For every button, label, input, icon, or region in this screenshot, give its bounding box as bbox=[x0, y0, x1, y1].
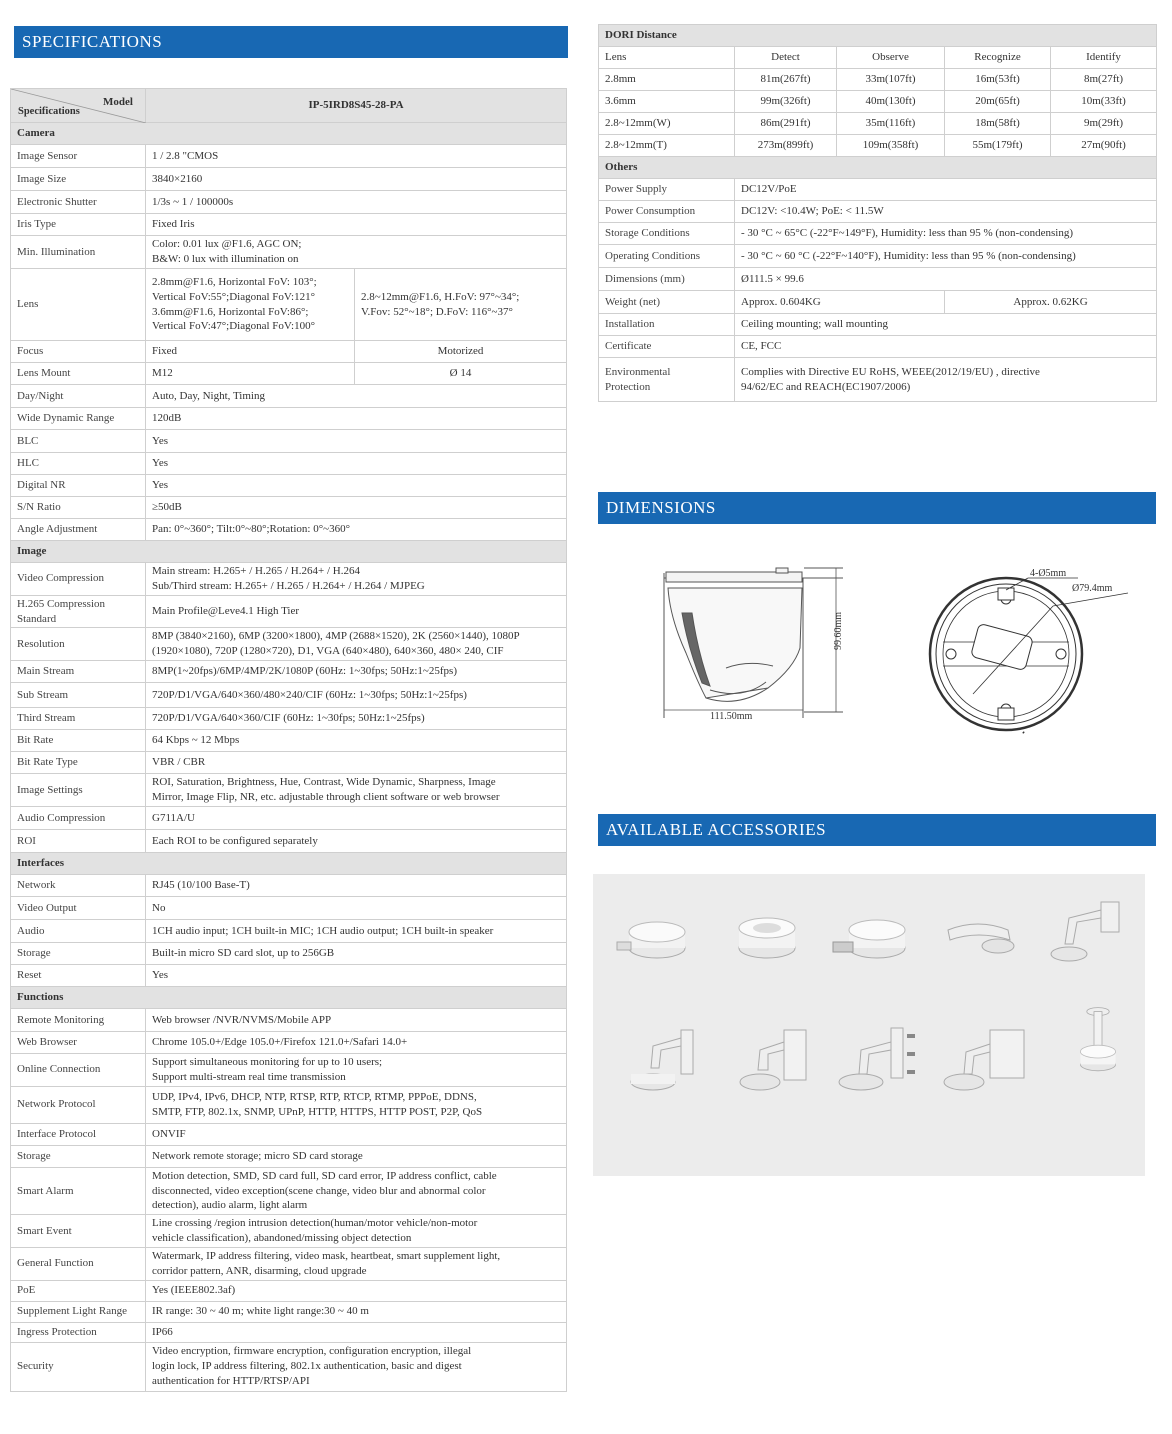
spec-row bbox=[11, 1145, 567, 1167]
dimensions-banner: DIMENSIONS bbox=[598, 492, 1156, 524]
spec-row bbox=[11, 214, 567, 236]
lens-fixed-value-line: 3.6mm@F1.6, Horizontal FoV:86°; bbox=[152, 305, 309, 318]
spec-row bbox=[11, 1054, 567, 1087]
spec-row bbox=[11, 1247, 567, 1280]
ceiling-bracket-icon bbox=[938, 900, 1028, 980]
spec-value: IR range: 30 ~ 40 m; white light range:30 ~ 40 m bbox=[146, 1301, 567, 1322]
spec-value bbox=[146, 1167, 567, 1215]
spec-row bbox=[11, 595, 567, 628]
spec-label: Image Sensor bbox=[11, 145, 146, 168]
certificate-label: Certificate bbox=[599, 336, 735, 358]
environmental-value-line1: Complies with Directive EU RoHS, WEEE(2012/19/EU) , directive bbox=[741, 365, 1040, 378]
junction-box-icon bbox=[831, 904, 921, 984]
specifications-table bbox=[10, 88, 567, 1392]
spec-label: Sub Stream bbox=[11, 683, 146, 708]
spec-value-line: B&W: 0 lux with illumination on bbox=[152, 253, 299, 265]
spec-value: 1CH audio input; 1CH built-in MIC; 1CH audio output; 1CH built-in speaker bbox=[146, 920, 567, 943]
spec-row bbox=[11, 519, 567, 541]
dori-cell: 20m(65ft) bbox=[945, 91, 1051, 113]
spec-value: Built-in micro SD card slot, up to 256GB bbox=[146, 943, 567, 965]
spec-row bbox=[11, 430, 567, 453]
installation-value: Ceiling mounting; wall mounting bbox=[735, 314, 1157, 336]
spec-value: 720P/D1/VGA/640×360/CIF (60Hz: 1~30fps; 50Hz:1~25fps) bbox=[146, 708, 567, 730]
image-section bbox=[11, 541, 567, 853]
camera-header-row bbox=[11, 123, 567, 145]
functions-section bbox=[11, 987, 567, 1392]
dori-row bbox=[599, 113, 1157, 135]
spec-value-line: UDP, IPv4, IPv6, DHCP, NTP, RTSP, RTP, RTCP, RTMP, PPPoE, DDNS, bbox=[152, 1090, 477, 1103]
dori-cell: 273m(899ft) bbox=[735, 135, 837, 157]
weight-label: Weight (net) bbox=[599, 291, 735, 314]
spec-row bbox=[11, 875, 567, 897]
spec-value-line: authentication for HTTP/RTSP/API bbox=[152, 1375, 310, 1388]
focus-fixed-value: Fixed bbox=[146, 341, 355, 363]
storage-conditions-label: Storage Conditions bbox=[599, 223, 735, 245]
spec-value bbox=[146, 774, 567, 807]
wall-bracket-icon bbox=[1043, 896, 1133, 976]
installation-label: Installation bbox=[599, 314, 735, 336]
holes-dimension-text: 4-Ø5mm bbox=[1030, 568, 1067, 579]
dori-cell: 35m(116ft) bbox=[837, 113, 945, 135]
spec-row bbox=[11, 965, 567, 987]
specifications-banner: SPECIFICATIONS bbox=[14, 26, 568, 58]
mount-motorized-value: Ø 14 bbox=[355, 363, 567, 385]
spec-label: Storage bbox=[11, 943, 146, 965]
spec-value bbox=[146, 1342, 567, 1391]
spec-row bbox=[11, 1280, 567, 1301]
dori-section bbox=[599, 25, 1157, 157]
pendant-mount-icon bbox=[1053, 1002, 1143, 1082]
lens-fixed-value-line: 2.8mm@F1.6, Horizontal FoV: 103°; bbox=[152, 275, 317, 288]
dori-column-header: Recognize bbox=[945, 47, 1051, 69]
spec-row bbox=[11, 1342, 567, 1391]
spec-value: Yes (IEEE802.3af) bbox=[146, 1280, 567, 1301]
spec-value: Yes bbox=[146, 965, 567, 987]
weight-value-motorized: Approx. 0.62KG bbox=[945, 291, 1157, 314]
spec-row bbox=[11, 385, 567, 408]
dori-cell: 2.8~12mm(T) bbox=[599, 135, 735, 157]
spec-value: Yes bbox=[146, 430, 567, 453]
spec-label: Video Compression bbox=[11, 563, 146, 596]
dimensions-label: Dimensions (mm) bbox=[599, 268, 735, 291]
dori-column-header: Detect bbox=[735, 47, 837, 69]
spec-value: Network remote storage; micro SD card storage bbox=[146, 1145, 567, 1167]
spec-row bbox=[11, 730, 567, 752]
spec-row bbox=[11, 145, 567, 168]
spec-value-line: ROI, Saturation, Brightness, Hue, Contrast, Wide Dynamic, Sharpness, Image bbox=[152, 776, 496, 789]
lens-motorized-value-line: 2.8~12mm@F1.6, H.FoV: 97°~34°; bbox=[361, 290, 520, 303]
spec-row bbox=[11, 475, 567, 497]
spec-label: Audio bbox=[11, 920, 146, 943]
spec-row bbox=[11, 1167, 567, 1215]
spec-value: 64 Kbps ~ 12 Mbps bbox=[146, 730, 567, 752]
spec-label: Remote Monitoring bbox=[11, 1009, 146, 1032]
dori-title: DORI Distance bbox=[599, 25, 1157, 47]
dimensions-value: Ø111.5 × 99.6 bbox=[735, 268, 1157, 291]
dori-header-row bbox=[599, 25, 1157, 47]
dori-column-header: Lens bbox=[599, 47, 735, 69]
dori-column-header: Identify bbox=[1051, 47, 1157, 69]
spec-value-line: vehicle classification), abandoned/missing object detection bbox=[152, 1232, 412, 1245]
spec-value-line: Main stream: H.265+ / H.265 / H.264+ / H.264 bbox=[152, 565, 360, 577]
operating-conditions-value: - 30 °C ~ 60 °C (-22°F~140°F), Humidity: less than 95 % (non-condensing) bbox=[735, 245, 1157, 268]
spec-row bbox=[11, 943, 567, 965]
spec-value bbox=[146, 1215, 567, 1248]
width-dimension-text: 111.50mm bbox=[710, 711, 753, 722]
spec-value-line: Support multi-stream real time transmission bbox=[152, 1070, 346, 1083]
side-view-drawing bbox=[664, 568, 843, 718]
spec-value-line: 8MP (3840×2160), 6MP (3200×1800), 4MP (2688×1520), 2K (2560×1440), 1080P bbox=[152, 630, 520, 643]
spec-label: Audio Compression bbox=[11, 807, 146, 830]
spec-label: Iris Type bbox=[11, 214, 146, 236]
spec-value: ONVIF bbox=[146, 1123, 567, 1145]
dori-cell: 3.6mm bbox=[599, 91, 735, 113]
dori-cell: 16m(53ft) bbox=[945, 69, 1051, 91]
storage-conditions-value: - 30 °C ~ 65°C (-22°F~149°F), Humidity: less than 95 % (non-condensing) bbox=[735, 223, 1157, 245]
spec-label: Video Output bbox=[11, 897, 146, 920]
spec-value: Web browser /NVR/NVMS/Mobile APP bbox=[146, 1009, 567, 1032]
interfaces-header-row bbox=[11, 853, 567, 875]
spec-label: S/N Ratio bbox=[11, 497, 146, 519]
spec-row bbox=[11, 752, 567, 774]
environmental-label bbox=[599, 358, 735, 402]
spec-row bbox=[11, 408, 567, 430]
spec-label: Smart Alarm bbox=[11, 1167, 146, 1215]
spec-label: Interface Protocol bbox=[11, 1123, 146, 1145]
interfaces-section bbox=[11, 853, 567, 987]
power-consumption-label: Power Consumption bbox=[599, 201, 735, 223]
spec-value-line: Mirror, Image Flip, NR, etc. adjustable through client software or web browser bbox=[152, 791, 500, 804]
spec-value: 8MP(1~20fps)/6MP/4MP/2K/1080P (60Hz: 1~30fps; 50Hz:1~25fps) bbox=[146, 661, 567, 683]
dori-row bbox=[599, 135, 1157, 157]
spec-label: Bit Rate Type bbox=[11, 752, 146, 774]
camera-title: Camera bbox=[11, 123, 567, 145]
spec-row bbox=[11, 920, 567, 943]
spec-value: 1 / 2.8 "CMOS bbox=[146, 145, 567, 168]
spec-label: Online Connection bbox=[11, 1054, 146, 1087]
spec-value: VBR / CBR bbox=[146, 752, 567, 774]
model-name: IP-5IRD8S45-28-PA bbox=[146, 89, 567, 123]
spec-value: RJ45 (10/100 Base-T) bbox=[146, 875, 567, 897]
top-view-drawing bbox=[930, 578, 1128, 733]
dori-column-headers bbox=[599, 47, 1157, 69]
certificate-value: CE, FCC bbox=[735, 336, 1157, 358]
functions-title: Functions bbox=[11, 987, 567, 1009]
dori-cell: 99m(326ft) bbox=[735, 91, 837, 113]
spec-header-row bbox=[11, 89, 567, 123]
lens-motorized-value bbox=[355, 269, 567, 341]
weight-value-fixed: Approx. 0.604KG bbox=[735, 291, 945, 314]
spec-label: Main Stream bbox=[11, 661, 146, 683]
functions-header-row bbox=[11, 987, 567, 1009]
spec-value: Pan: 0°~360°; Tilt:0°~80°;Rotation: 0°~360° bbox=[146, 519, 567, 541]
camera-dimension-drawing bbox=[598, 558, 1156, 748]
spec-value bbox=[146, 628, 567, 661]
dori-cell: 86m(291ft) bbox=[735, 113, 837, 135]
spec-label: ROI bbox=[11, 830, 146, 853]
pole-mount-bracket-icon bbox=[831, 1024, 921, 1104]
spec-value: IP66 bbox=[146, 1322, 567, 1342]
spec-value-line: Video encryption, firmware encryption, configuration encryption, illegal bbox=[152, 1345, 472, 1358]
model-label: Model bbox=[103, 96, 133, 108]
dori-others-table bbox=[598, 24, 1157, 402]
others-section bbox=[599, 157, 1157, 402]
spec-value bbox=[146, 236, 567, 269]
spec-value-line: corridor pattern, ANR, disarming, cloud upgrade bbox=[152, 1264, 367, 1277]
spec-value bbox=[146, 1086, 567, 1123]
spec-value-line: disconnected, video exception(scene change, video blur and abnormal color bbox=[152, 1184, 486, 1197]
spec-row bbox=[11, 897, 567, 920]
dori-column-header: Observe bbox=[837, 47, 945, 69]
wall-bracket-with-box-icon bbox=[623, 1024, 713, 1104]
power-consumption-value: DC12V: <10.4W; PoE: < 11.5W bbox=[735, 201, 1157, 223]
image-title: Image bbox=[11, 541, 567, 563]
dori-cell: 55m(179ft) bbox=[945, 135, 1051, 157]
spec-label: Image Size bbox=[11, 168, 146, 191]
spec-value-line: SMTP, FTP, 802.1x, SNMP, UPnP, HTTP, HTTPS, HTTP POST, P2P, QoS bbox=[152, 1105, 483, 1118]
spec-row bbox=[11, 1086, 567, 1123]
spec-label: Image Settings bbox=[11, 774, 146, 807]
spec-value-line: Line crossing /region intrusion detection(human/motor vehicle/non-motor bbox=[152, 1217, 478, 1230]
spec-value-line: Watermark, IP address filtering, video mask, heartbeat, smart supplement light, bbox=[152, 1249, 501, 1262]
lens-fixed-value bbox=[146, 269, 355, 341]
spec-label: Reset bbox=[11, 965, 146, 987]
dori-cell: 33m(107ft) bbox=[837, 69, 945, 91]
spec-label: Day/Night bbox=[11, 385, 146, 408]
spec-value-line: Support simultaneous monitoring for up to 10 users; bbox=[152, 1056, 383, 1069]
image-header-row bbox=[11, 541, 567, 563]
dori-cell: 8m(27ft) bbox=[1051, 69, 1157, 91]
spec-value: Fixed Iris bbox=[146, 214, 567, 236]
corner-mount-bracket-icon bbox=[938, 1024, 1028, 1104]
spec-row bbox=[11, 236, 567, 269]
operating-conditions-label: Operating Conditions bbox=[599, 245, 735, 268]
spec-value: Yes bbox=[146, 475, 567, 497]
spec-label: General Function bbox=[11, 1247, 146, 1280]
spec-label: Lens Mount bbox=[11, 363, 146, 385]
mount-fixed-value: M12 bbox=[146, 363, 355, 385]
model-spec-header bbox=[11, 89, 146, 123]
dori-cell: 10m(33ft) bbox=[1051, 91, 1157, 113]
spec-value-line: (1920×1080), 720P (1280×720), D1, VGA (640×480), 640×360, 480× 240, CIF bbox=[152, 645, 504, 658]
spec-row bbox=[11, 628, 567, 661]
spec-row-focus bbox=[11, 341, 567, 363]
spec-row bbox=[11, 168, 567, 191]
dori-cell: 2.8~12mm(W) bbox=[599, 113, 735, 135]
specifications-label: Specifications bbox=[18, 105, 80, 117]
spec-row bbox=[11, 774, 567, 807]
spec-row bbox=[11, 1301, 567, 1322]
spec-row bbox=[11, 807, 567, 830]
power-supply-label: Power Supply bbox=[599, 179, 735, 201]
spec-label-line: H.265 Compression bbox=[17, 597, 105, 610]
spec-label: Third Stream bbox=[11, 708, 146, 730]
spec-row bbox=[11, 1123, 567, 1145]
lens-fixed-value-line: Vertical FoV:55°;Diagonal FoV:121° bbox=[152, 290, 315, 303]
junction-box-icon bbox=[611, 904, 701, 984]
spec-row bbox=[11, 497, 567, 519]
spec-label: Resolution bbox=[11, 628, 146, 661]
dori-cell: 9m(29ft) bbox=[1051, 113, 1157, 135]
dori-row bbox=[599, 91, 1157, 113]
dori-row bbox=[599, 69, 1157, 91]
spec-label: HLC bbox=[11, 453, 146, 475]
spec-value: Each ROI to be configured separately bbox=[146, 830, 567, 853]
dori-cell: 18m(58ft) bbox=[945, 113, 1051, 135]
spec-label: Network Protocol bbox=[11, 1086, 146, 1123]
spec-label: Storage bbox=[11, 1145, 146, 1167]
spec-label: Supplement Light Range bbox=[11, 1301, 146, 1322]
dori-cell: 27m(90ft) bbox=[1051, 135, 1157, 157]
height-dimension-text: 99.60mm bbox=[833, 611, 844, 650]
spec-value-line: Motion detection, SMD, SD card full, SD card error, IP address conflict, cable bbox=[152, 1169, 497, 1182]
spec-label: Angle Adjustment bbox=[11, 519, 146, 541]
environmental-label-line1: Environmental bbox=[605, 365, 671, 378]
environmental-value bbox=[735, 358, 1157, 402]
spec-label: Digital NR bbox=[11, 475, 146, 497]
spec-value bbox=[146, 563, 567, 596]
environmental-value-line2: 94/62/EC and REACH(EC1907/2006) bbox=[741, 380, 911, 393]
spec-label: Bit Rate bbox=[11, 730, 146, 752]
spec-value: 1/3s ~ 1 / 100000s bbox=[146, 191, 567, 214]
spec-value: 120dB bbox=[146, 408, 567, 430]
spec-value: No bbox=[146, 897, 567, 920]
accessories-banner: AVAILABLE ACCESSORIES bbox=[598, 814, 1156, 846]
spec-value: Auto, Day, Night, Timing bbox=[146, 385, 567, 408]
others-title: Others bbox=[599, 157, 1157, 179]
spec-value: Yes bbox=[146, 453, 567, 475]
dori-cell: 40m(130ft) bbox=[837, 91, 945, 113]
dori-cell: 2.8mm bbox=[599, 69, 735, 91]
spec-row bbox=[11, 661, 567, 683]
spec-label: BLC bbox=[11, 430, 146, 453]
dori-cell: 109m(358ft) bbox=[837, 135, 945, 157]
wall-bracket-with-box-icon bbox=[728, 1024, 818, 1104]
spec-row bbox=[11, 453, 567, 475]
spec-row bbox=[11, 830, 567, 853]
dori-cell: 81m(267ft) bbox=[735, 69, 837, 91]
spec-label: PoE bbox=[11, 1280, 146, 1301]
spec-label: Lens bbox=[11, 269, 146, 341]
lens-fixed-value-line: Vertical FoV:47°;Diagonal FoV:100° bbox=[152, 320, 315, 333]
spec-label: Ingress Protection bbox=[11, 1322, 146, 1342]
pcd-dimension-text: Ø79.4mm bbox=[1072, 583, 1113, 594]
spec-value-line: login lock, IP address filtering, 802.1x authentication, basic and digest bbox=[152, 1360, 462, 1373]
spec-row bbox=[11, 708, 567, 730]
spec-value: ≥50dB bbox=[146, 497, 567, 519]
lens-motorized-value-line: V.Fov: 52°~18°; D.FoV: 116°~37° bbox=[361, 305, 513, 318]
focus-motorized-value: Motorized bbox=[355, 341, 567, 363]
spec-row bbox=[11, 563, 567, 596]
spec-value: Main Profile@Leve4.1 High Tier bbox=[146, 595, 567, 628]
spec-row bbox=[11, 1215, 567, 1248]
environmental-label-line2: Protection bbox=[605, 380, 651, 393]
spec-label: Smart Event bbox=[11, 1215, 146, 1248]
power-supply-value: DC12V/PoE bbox=[735, 179, 1157, 201]
spec-label: Network bbox=[11, 875, 146, 897]
accessories-panel bbox=[593, 874, 1145, 1176]
spec-label: Min. Illumination bbox=[11, 236, 146, 269]
spec-value: G711A/U bbox=[146, 807, 567, 830]
spec-label bbox=[11, 595, 146, 628]
junction-box-icon bbox=[721, 902, 811, 982]
spec-value: 3840×2160 bbox=[146, 168, 567, 191]
spec-value: 720P/D1/VGA/640×360/480×240/CIF (60Hz: 1~30fps; 50Hz:1~25fps) bbox=[146, 683, 567, 708]
spec-row bbox=[11, 191, 567, 214]
interfaces-title: Interfaces bbox=[11, 853, 567, 875]
spec-row bbox=[11, 1032, 567, 1054]
spec-row-lens bbox=[11, 269, 567, 341]
spec-label: Security bbox=[11, 1342, 146, 1391]
spec-label: Electronic Shutter bbox=[11, 191, 146, 214]
spec-value-line: detection), audio alarm, light alarm bbox=[152, 1199, 308, 1212]
camera-section bbox=[11, 123, 567, 541]
spec-value: Chrome 105.0+/Edge 105.0+/Firefox 121.0+/Safari 14.0+ bbox=[146, 1032, 567, 1054]
spec-value bbox=[146, 1054, 567, 1087]
spec-label: Wide Dynamic Range bbox=[11, 408, 146, 430]
spec-value bbox=[146, 1247, 567, 1280]
spec-value-line: Sub/Third stream: H.265+ / H.265 / H.264+ / H.264 / MJPEG bbox=[152, 579, 425, 592]
dimensions-drawing bbox=[598, 558, 1156, 748]
spec-row bbox=[11, 1009, 567, 1032]
spec-row-mount bbox=[11, 363, 567, 385]
spec-label: Web Browser bbox=[11, 1032, 146, 1054]
spec-row bbox=[11, 1322, 567, 1342]
spec-value-line: Color: 0.01 lux @F1.6, AGC ON; bbox=[152, 238, 302, 251]
spec-label: Focus bbox=[11, 341, 146, 363]
spec-label-line: Standard bbox=[17, 612, 57, 625]
spec-row bbox=[11, 683, 567, 708]
